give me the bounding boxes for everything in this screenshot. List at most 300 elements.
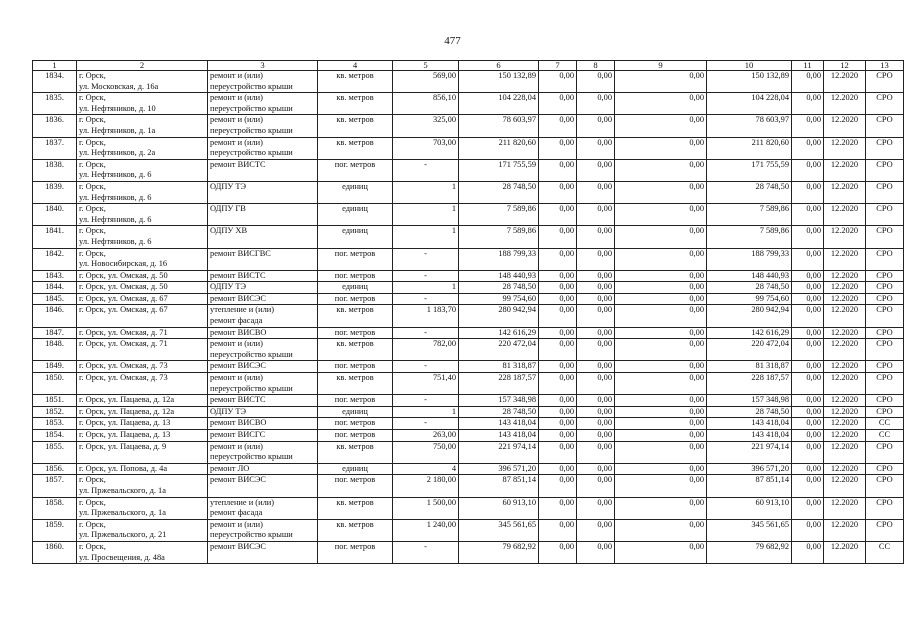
work-type-cell-line: ОДПУ ТЭ <box>210 406 247 416</box>
table-row <box>33 497 904 519</box>
col7-cell: 0,00 <box>539 406 577 418</box>
date-cell: 12.2020 <box>824 475 866 497</box>
col10-cell: 171 755,59 <box>707 159 792 181</box>
column-header: 7 <box>539 61 577 71</box>
work-type-cell <box>208 270 318 282</box>
unit-cell: единиц <box>318 181 393 203</box>
col11-cell: 0,00 <box>792 293 824 305</box>
source-cell: СРО <box>866 204 904 226</box>
date-cell: 12.2020 <box>824 339 866 361</box>
row-number-cell: 1848. <box>33 339 77 361</box>
col9-cell: 0,00 <box>615 93 707 115</box>
work-type-cell-line: утепление и (или) <box>210 305 275 315</box>
work-type-cell <box>208 463 318 475</box>
col11-cell: 0,00 <box>792 115 824 137</box>
col7-cell: 0,00 <box>539 270 577 282</box>
col9-cell: 0,00 <box>615 406 707 418</box>
address-cell <box>77 430 208 442</box>
quantity-cell: - <box>393 327 459 339</box>
work-type-cell-line: ОДПУ ТЭ <box>210 282 247 292</box>
address-cell <box>77 115 208 137</box>
col8-cell: 0,00 <box>577 204 615 226</box>
col9-cell: 0,00 <box>615 282 707 294</box>
column-number-row <box>33 61 904 71</box>
unit-cell: кв. метров <box>318 115 393 137</box>
col9-cell: 0,00 <box>615 226 707 248</box>
quantity-cell: 1 <box>393 406 459 418</box>
quantity-cell: 782,00 <box>393 339 459 361</box>
row-number-cell: 1858. <box>33 497 77 519</box>
col11-cell: 0,00 <box>792 327 824 339</box>
col11-cell: 0,00 <box>792 226 824 248</box>
col7-cell: 0,00 <box>539 93 577 115</box>
total-cost-cell: 78 603,97 <box>459 115 539 137</box>
col10-cell: 79 682,92 <box>707 541 792 563</box>
source-cell: СС <box>866 418 904 430</box>
work-type-cell <box>208 159 318 181</box>
col7-cell: 0,00 <box>539 361 577 373</box>
col9-cell: 0,00 <box>615 293 707 305</box>
row-number-cell: 1837. <box>33 137 77 159</box>
col7-cell: 0,00 <box>539 159 577 181</box>
address-cell-line: ул. Нефтяников, д. 6 <box>79 170 152 180</box>
col8-cell: 0,00 <box>577 93 615 115</box>
col7-cell: 0,00 <box>539 373 577 395</box>
table-row <box>33 373 904 395</box>
unit-cell: пог. метров <box>318 541 393 563</box>
row-number-cell: 1843. <box>33 270 77 282</box>
work-type-cell <box>208 418 318 430</box>
row-number-cell: 1840. <box>33 204 77 226</box>
col9-cell: 0,00 <box>615 248 707 270</box>
total-cost-cell: 28 748,50 <box>459 406 539 418</box>
col7-cell: 0,00 <box>539 395 577 407</box>
table-row <box>33 159 904 181</box>
unit-cell: единиц <box>318 406 393 418</box>
unit-cell: кв. метров <box>318 373 393 395</box>
col8-cell: 0,00 <box>577 293 615 305</box>
repair-schedule-table <box>32 60 904 564</box>
date-cell: 12.2020 <box>824 115 866 137</box>
source-cell: СРО <box>866 463 904 475</box>
column-header: 13 <box>866 61 904 71</box>
work-type-cell-line: утепление и (или) <box>210 497 275 507</box>
work-type-cell-line: ремонт ВИСЭС <box>210 293 266 303</box>
col7-cell: 0,00 <box>539 339 577 361</box>
total-cost-cell: 87 851,14 <box>459 475 539 497</box>
source-cell: СРО <box>866 270 904 282</box>
address-cell-line: г. Орск, ул. Пацаева, д. 12а <box>79 406 175 416</box>
address-cell-line: г. Орск, <box>79 475 106 485</box>
date-cell: 12.2020 <box>824 204 866 226</box>
col10-cell: 228 187,57 <box>707 373 792 395</box>
col7-cell: 0,00 <box>539 248 577 270</box>
date-cell: 12.2020 <box>824 181 866 203</box>
col11-cell: 0,00 <box>792 463 824 475</box>
total-cost-cell: 7 589,86 <box>459 226 539 248</box>
col9-cell: 0,00 <box>615 270 707 282</box>
table-row <box>33 541 904 563</box>
unit-cell: пог. метров <box>318 159 393 181</box>
unit-cell: пог. метров <box>318 248 393 270</box>
table-row <box>33 93 904 115</box>
address-cell-line: ул. Нефтяников, д. 6 <box>79 192 152 202</box>
col10-cell: 78 603,97 <box>707 115 792 137</box>
table-row <box>33 226 904 248</box>
date-cell: 12.2020 <box>824 395 866 407</box>
col11-cell: 0,00 <box>792 406 824 418</box>
address-cell-line: ул. Нефтяников, д. 1а <box>79 125 156 135</box>
work-type-cell-line: ремонт ВИСЭС <box>210 361 266 371</box>
total-cost-cell: 143 418,04 <box>459 430 539 442</box>
row-number-cell: 1841. <box>33 226 77 248</box>
unit-cell: кв. метров <box>318 339 393 361</box>
col9-cell: 0,00 <box>615 373 707 395</box>
address-cell <box>77 373 208 395</box>
col8-cell: 0,00 <box>577 159 615 181</box>
col11-cell: 0,00 <box>792 204 824 226</box>
table-row <box>33 305 904 327</box>
row-number-cell: 1852. <box>33 406 77 418</box>
col8-cell: 0,00 <box>577 327 615 339</box>
col10-cell: 81 318,87 <box>707 361 792 373</box>
source-cell: СС <box>866 541 904 563</box>
col11-cell: 0,00 <box>792 519 824 541</box>
address-cell <box>77 475 208 497</box>
work-type-cell-line: ремонт ВИСГС <box>210 430 266 439</box>
col11-cell: 0,00 <box>792 418 824 430</box>
work-type-cell <box>208 441 318 463</box>
date-cell: 12.2020 <box>824 406 866 418</box>
source-cell: СРО <box>866 293 904 305</box>
row-number-cell: 1836. <box>33 115 77 137</box>
work-type-cell-line: ремонт ВИСВО <box>210 327 267 337</box>
col7-cell: 0,00 <box>539 305 577 327</box>
total-cost-cell: 150 132,89 <box>459 71 539 93</box>
source-cell: СС <box>866 430 904 442</box>
unit-cell: кв. метров <box>318 71 393 93</box>
address-cell <box>77 137 208 159</box>
col11-cell: 0,00 <box>792 395 824 407</box>
unit-cell: пог. метров <box>318 475 393 497</box>
quantity-cell: 1 <box>393 226 459 248</box>
source-cell: СРО <box>866 181 904 203</box>
quantity-cell: - <box>393 395 459 407</box>
unit-cell: единиц <box>318 204 393 226</box>
address-cell-line: ул. Пржевальского, д. 1а <box>79 508 166 518</box>
table-row <box>33 181 904 203</box>
date-cell: 12.2020 <box>824 293 866 305</box>
work-type-cell-line: ремонт и (или) <box>210 339 263 349</box>
total-cost-cell: 345 561,65 <box>459 519 539 541</box>
quantity-cell: 263,00 <box>393 430 459 442</box>
date-cell: 12.2020 <box>824 430 866 442</box>
unit-cell: кв. метров <box>318 519 393 541</box>
col10-cell: 157 348,98 <box>707 395 792 407</box>
col10-cell: 188 799,33 <box>707 248 792 270</box>
address-cell <box>77 339 208 361</box>
quantity-cell: 856,10 <box>393 93 459 115</box>
unit-cell: пог. метров <box>318 270 393 282</box>
source-cell: СРО <box>866 137 904 159</box>
row-number-cell: 1860. <box>33 541 77 563</box>
work-type-cell-line: ремонт и (или) <box>210 93 263 103</box>
col8-cell: 0,00 <box>577 463 615 475</box>
date-cell: 12.2020 <box>824 159 866 181</box>
quantity-cell: 751,40 <box>393 373 459 395</box>
col10-cell: 150 132,89 <box>707 71 792 93</box>
col9-cell: 0,00 <box>615 71 707 93</box>
column-header: 12 <box>824 61 866 71</box>
address-cell-line: г. Орск, ул. Пацаева, д. 13 <box>79 430 171 439</box>
col8-cell: 0,00 <box>577 519 615 541</box>
work-type-cell-line: ОДПУ ТЭ <box>210 181 247 191</box>
work-type-cell <box>208 497 318 519</box>
col11-cell: 0,00 <box>792 93 824 115</box>
address-cell-line: г. Орск, ул. Омская, д. 67 <box>79 293 168 303</box>
col10-cell: 143 418,04 <box>707 430 792 442</box>
row-number-cell: 1845. <box>33 293 77 305</box>
address-cell-line: ул. Просвещения, д. 48а <box>79 552 165 562</box>
work-type-cell-line: ремонт фасада <box>210 508 263 518</box>
col7-cell: 0,00 <box>539 519 577 541</box>
col7-cell: 0,00 <box>539 418 577 430</box>
work-type-cell <box>208 339 318 361</box>
col11-cell: 0,00 <box>792 373 824 395</box>
address-cell <box>77 541 208 563</box>
col8-cell: 0,00 <box>577 395 615 407</box>
work-type-cell <box>208 248 318 270</box>
row-number-cell: 1846. <box>33 305 77 327</box>
date-cell: 12.2020 <box>824 418 866 430</box>
date-cell: 12.2020 <box>824 373 866 395</box>
row-number-cell: 1838. <box>33 159 77 181</box>
source-cell: СРО <box>866 475 904 497</box>
col10-cell: 143 418,04 <box>707 418 792 430</box>
col10-cell: 99 754,60 <box>707 293 792 305</box>
col7-cell: 0,00 <box>539 327 577 339</box>
total-cost-cell: 188 799,33 <box>459 248 539 270</box>
address-cell-line: ул. Нефтяников, д. 6 <box>79 236 152 246</box>
col9-cell: 0,00 <box>615 115 707 137</box>
col9-cell: 0,00 <box>615 159 707 181</box>
row-number-cell: 1859. <box>33 519 77 541</box>
address-cell-line: г. Орск, <box>79 226 106 236</box>
table-row <box>33 270 904 282</box>
work-type-cell <box>208 327 318 339</box>
table-row <box>33 519 904 541</box>
date-cell: 12.2020 <box>824 93 866 115</box>
column-header: 1 <box>33 61 77 71</box>
col10-cell: 211 820,60 <box>707 137 792 159</box>
col11-cell: 0,00 <box>792 159 824 181</box>
work-type-cell-line: ремонт ВИСВО <box>210 418 267 428</box>
row-number-cell: 1854. <box>33 430 77 442</box>
address-cell-line: ул. Пржевальского, д. 1а <box>79 485 166 495</box>
work-type-cell-line: ОДПУ ГВ <box>210 204 246 214</box>
work-type-cell <box>208 282 318 294</box>
unit-cell: кв. метров <box>318 441 393 463</box>
source-cell: СРО <box>866 115 904 137</box>
address-cell-line: ул. Новосибирская, д. 16 <box>79 259 168 269</box>
table-row <box>33 293 904 305</box>
col7-cell: 0,00 <box>539 181 577 203</box>
quantity-cell: - <box>393 293 459 305</box>
unit-cell: единиц <box>318 226 393 248</box>
row-number-cell: 1835. <box>33 93 77 115</box>
quantity-cell: 1 <box>393 181 459 203</box>
work-type-cell <box>208 137 318 159</box>
col10-cell: 28 748,50 <box>707 181 792 203</box>
unit-cell: пог. метров <box>318 361 393 373</box>
source-cell: СРО <box>866 339 904 361</box>
work-type-cell <box>208 181 318 203</box>
unit-cell: единиц <box>318 282 393 294</box>
quantity-cell: - <box>393 541 459 563</box>
total-cost-cell: 396 571,20 <box>459 463 539 475</box>
date-cell: 12.2020 <box>824 327 866 339</box>
source-cell: СРО <box>866 361 904 373</box>
quantity-cell: - <box>393 418 459 430</box>
row-number-cell: 1851. <box>33 395 77 407</box>
address-cell-line: г. Орск, <box>79 159 106 169</box>
address-cell-line: г. Орск, ул. Омская, д. 71 <box>79 327 168 337</box>
quantity-cell: - <box>393 270 459 282</box>
quantity-cell: 1 <box>393 282 459 294</box>
work-type-cell-line: переустройство крыши <box>210 349 293 359</box>
quantity-cell: 1 240,00 <box>393 519 459 541</box>
total-cost-cell: 228 187,57 <box>459 373 539 395</box>
total-cost-cell: 220 472,04 <box>459 339 539 361</box>
col10-cell: 28 748,50 <box>707 282 792 294</box>
source-cell: СРО <box>866 71 904 93</box>
col11-cell: 0,00 <box>792 430 824 442</box>
col8-cell: 0,00 <box>577 361 615 373</box>
col7-cell: 0,00 <box>539 137 577 159</box>
work-type-cell-line: ремонт ВИСТС <box>210 395 266 405</box>
col8-cell: 0,00 <box>577 430 615 442</box>
work-type-cell-line: ремонт и (или) <box>210 137 263 147</box>
col11-cell: 0,00 <box>792 282 824 294</box>
total-cost-cell: 60 913,10 <box>459 497 539 519</box>
column-header: 6 <box>459 61 539 71</box>
col10-cell: 7 589,86 <box>707 226 792 248</box>
address-cell-line: г. Орск, <box>79 204 106 214</box>
col9-cell: 0,00 <box>615 418 707 430</box>
col7-cell: 0,00 <box>539 204 577 226</box>
quantity-cell: - <box>393 248 459 270</box>
col8-cell: 0,00 <box>577 305 615 327</box>
column-header: 2 <box>77 61 208 71</box>
quantity-cell: 750,00 <box>393 441 459 463</box>
work-type-cell <box>208 93 318 115</box>
address-cell-line: г. Орск, <box>79 541 106 551</box>
col7-cell: 0,00 <box>539 541 577 563</box>
col9-cell: 0,00 <box>615 541 707 563</box>
date-cell: 12.2020 <box>824 519 866 541</box>
address-cell <box>77 519 208 541</box>
address-cell-line: г. Орск, <box>79 71 106 80</box>
address-cell-line: г. Орск, <box>79 137 106 147</box>
col10-cell: 60 913,10 <box>707 497 792 519</box>
quantity-cell: - <box>393 159 459 181</box>
source-cell: СРО <box>866 327 904 339</box>
work-type-cell-line: переустройство крыши <box>210 125 293 135</box>
work-type-cell-line: ремонт и (или) <box>210 441 263 451</box>
total-cost-cell: 28 748,50 <box>459 282 539 294</box>
column-header: 3 <box>208 61 318 71</box>
total-cost-cell: 221 974,14 <box>459 441 539 463</box>
row-number-cell: 1847. <box>33 327 77 339</box>
col7-cell: 0,00 <box>539 115 577 137</box>
col8-cell: 0,00 <box>577 441 615 463</box>
address-cell <box>77 270 208 282</box>
col8-cell: 0,00 <box>577 339 615 361</box>
work-type-cell <box>208 293 318 305</box>
address-cell-line: г. Орск, ул. Омская, д. 73 <box>79 361 168 371</box>
address-cell <box>77 159 208 181</box>
work-type-cell-line: ремонт ВИСГВС <box>210 248 271 258</box>
address-cell-line: г. Орск, <box>79 497 106 507</box>
address-cell-line: г. Орск, ул. Омская, д. 50 <box>79 282 168 292</box>
work-type-cell <box>208 475 318 497</box>
unit-cell: кв. метров <box>318 93 393 115</box>
row-number-cell: 1834. <box>33 71 77 93</box>
work-type-cell-line: переустройство крыши <box>210 452 293 462</box>
table-row <box>33 327 904 339</box>
col9-cell: 0,00 <box>615 430 707 442</box>
address-cell <box>77 441 208 463</box>
col11-cell: 0,00 <box>792 475 824 497</box>
col8-cell: 0,00 <box>577 115 615 137</box>
total-cost-cell: 171 755,59 <box>459 159 539 181</box>
address-cell-line: г. Орск, <box>79 115 106 125</box>
address-cell <box>77 463 208 475</box>
row-number-cell: 1842. <box>33 248 77 270</box>
address-cell-line: г. Орск, ул. Попова, д. 4а <box>79 463 168 473</box>
address-cell <box>77 361 208 373</box>
col8-cell: 0,00 <box>577 541 615 563</box>
row-number-cell: 1856. <box>33 463 77 475</box>
date-cell: 12.2020 <box>824 541 866 563</box>
row-number-cell: 1853. <box>33 418 77 430</box>
col9-cell: 0,00 <box>615 497 707 519</box>
row-number-cell: 1849. <box>33 361 77 373</box>
address-cell <box>77 293 208 305</box>
work-type-cell <box>208 430 318 442</box>
quantity-cell: - <box>393 361 459 373</box>
total-cost-cell: 211 820,60 <box>459 137 539 159</box>
row-number-cell: 1850. <box>33 373 77 395</box>
table-row <box>33 441 904 463</box>
col7-cell: 0,00 <box>539 441 577 463</box>
work-type-cell-line: ремонт и (или) <box>210 373 263 383</box>
col7-cell: 0,00 <box>539 293 577 305</box>
address-cell-line: г. Орск, ул. Омская, д. 71 <box>79 339 168 349</box>
col8-cell: 0,00 <box>577 373 615 395</box>
address-cell-line: г. Орск, ул. Омская, д. 67 <box>79 305 168 315</box>
table-row <box>33 418 904 430</box>
work-type-cell-line: ремонт фасада <box>210 316 263 326</box>
address-cell <box>77 204 208 226</box>
date-cell: 12.2020 <box>824 463 866 475</box>
col9-cell: 0,00 <box>615 441 707 463</box>
col9-cell: 0,00 <box>615 204 707 226</box>
date-cell: 12.2020 <box>824 361 866 373</box>
unit-cell: пог. метров <box>318 430 393 442</box>
address-cell-line: ул. Пржевальского, д. 21 <box>79 530 167 540</box>
date-cell: 12.2020 <box>824 71 866 93</box>
